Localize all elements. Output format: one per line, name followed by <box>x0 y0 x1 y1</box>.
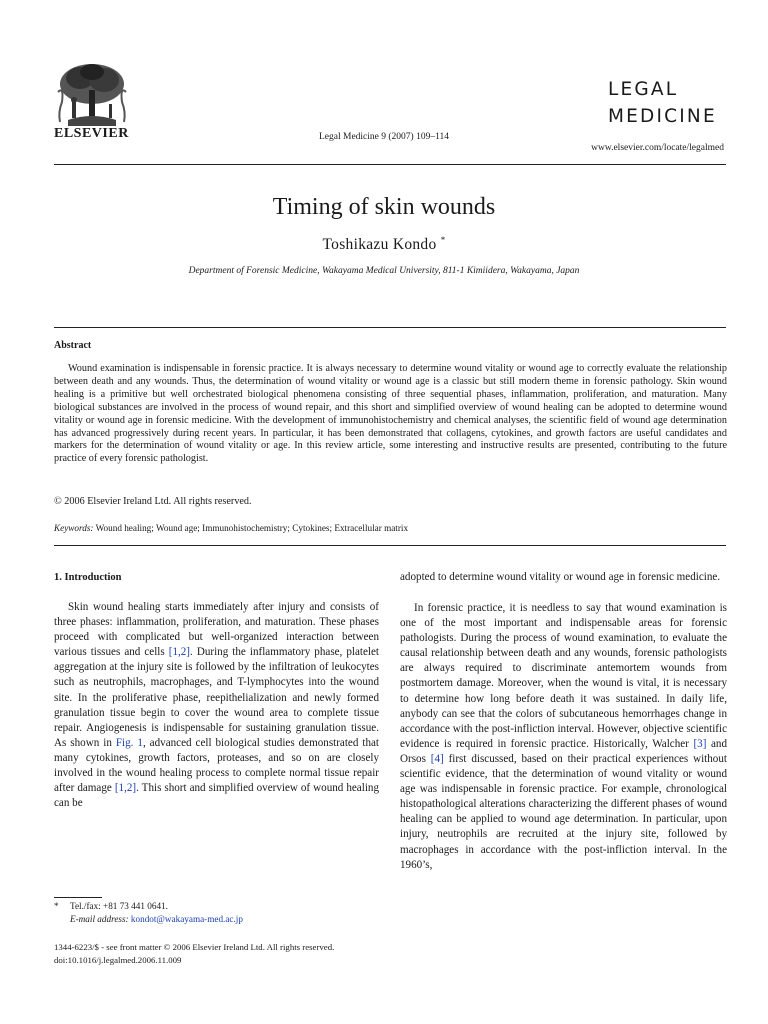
footnote-divider <box>54 897 102 898</box>
citation-link[interactable]: [4] <box>430 752 444 765</box>
abstract-bottom-divider <box>54 545 726 546</box>
affiliation: Department of Forensic Medicine, Wakayama Medical University, 811-1 Kimiidera, Wakayama, Japan <box>188 266 580 276</box>
figure-link[interactable]: Fig. 1 <box>115 736 143 749</box>
body-text: Skin wound healing starts immediately after injury and consists of three phases: inflammation, proliferation, and maturation. These phases proceed with complicated but well-organized interaction between various tissues and cells <box>54 601 379 659</box>
intro-column-1 <box>54 600 379 811</box>
intro-column-2 <box>400 601 727 873</box>
journal-name-line2: MEDICINE <box>608 106 717 127</box>
intro-column-2-continuation: adopted to determine wound vitality or wound age in forensic medicine. <box>400 571 721 583</box>
author-footnote-mark[interactable]: * <box>440 235 446 245</box>
journal-name-line1: LEGAL <box>608 79 679 100</box>
footnote-mark: * <box>54 901 59 911</box>
issn-line: 1344-6223/$ - see front matter © 2006 Elsevier Ireland Ltd. All rights reserved. <box>54 942 335 952</box>
section-heading-introduction: 1. Introduction <box>54 572 122 583</box>
publisher-name: ELSEVIER <box>54 126 129 141</box>
keywords-label: Keywords: <box>54 523 94 533</box>
abstract-text: Wound examination is indispensable in forensic practice. It is always necessary to determine wound vitality or wound age to correctly evaluate the relationship between death and any wounds. Thus, the determination of wound vitality or wound age is a classic but still modern theme in forensic pathology. Skin wound healing is a primitive but well orchestrated biological phenomena consisting of three sequential phases, inflammation, proliferation, and maturation. Many biological substances are involved in the process of wound repair, and this short and simplified overview of wound healing can be adopted to determine wound vitality or wound age in forensic medicine. With the development of immunohistochemistry and chemical analyses, the scientific field of wound age determination has advanced progressively during recent years. In particular, it has been demonstrated that collagens, cytokines, and growth factors are useful candidates and markers for the determination of wound vitality or age. In this review article, some interesting and instructive results are presented, contributing to the future practice of every forensic pathologist. <box>54 363 727 465</box>
abstract-heading: Abstract <box>54 340 92 351</box>
body-text: . This short and simplified overview of wound healing can be <box>54 782 379 810</box>
body-text: , advanced cell biological studies demonstrated that many cytokines, growth factors, proteases, and so on are closely involved in the wound healing process to complete normal tissue repair after damage <box>54 736 379 795</box>
citation-link[interactable]: [1,2] <box>168 646 191 659</box>
keywords <box>54 523 408 533</box>
author-email-link[interactable]: kondot@wakayama-med.ac.jp <box>130 913 243 924</box>
front-matter <box>54 941 334 966</box>
keywords-list: Wound healing; Wound age; Immunohistochemistry; Cytokines; Extracellular matrix <box>95 523 409 533</box>
footnote <box>54 900 243 925</box>
header-divider <box>54 164 726 165</box>
footnote-tel: Tel./fax: +81 73 441 0641. <box>70 901 168 911</box>
footnote-email-label: E-mail address: <box>70 913 129 924</box>
body-text: . During the inflammatory phase, platelet aggregation at the injury site is followed by the infiltration of leukocytes such as neutrophils, macrophages, and T-lymphocytes into the wound site. In the proliferative phase, reepithelialization and newly formed granulation tissue begin to cover the wound area to complete tissue repair. Angiogenesis is indispensable for sustaining granulation tissue. As shown in <box>54 646 380 749</box>
author-name: Toshikazu Kondo <box>322 236 437 254</box>
citation-link[interactable]: [3] <box>693 737 707 750</box>
doi-line[interactable]: doi:10.1016/j.legalmed.2006.11.009 <box>54 954 182 965</box>
elsevier-tree-logo <box>54 62 130 128</box>
citation-link[interactable]: [1,2] <box>114 782 137 795</box>
abstract-top-divider <box>54 327 726 328</box>
journal-url[interactable]: www.elsevier.com/locate/legalmed <box>591 143 724 153</box>
author-line <box>0 235 768 254</box>
journal-reference: Legal Medicine 9 (2007) 109–114 <box>319 132 449 142</box>
article-title: Timing of skin wounds <box>272 194 496 220</box>
abstract-copyright: © 2006 Elsevier Ireland Ltd. All rights reserved. <box>54 496 252 507</box>
body-text: and Orsos <box>400 737 727 765</box>
journal-name <box>608 76 726 130</box>
body-text: In forensic practice, it is needless to say that wound examination is one of the most important and indispensable areas for forensic pathologists. During the process of wound examination, to evaluate the causal relationship between death and any wounds, forensic pathologists are always required to discriminate antemortem wounds from postmortem damage. Moreover, when the wound is vital, it is necessary to determine how long before death it was sustained. In daily life, anybody can see that the colors of subcutaneous hemorrhages change in accordance with the post-infliction interval. However, objective scientific evidence is required in forensic practice. Historically, Walcher <box>400 602 727 750</box>
body-text: first discussed, based on their practical experiences without scientific evidence, that the determination of wound vitality or wound age was indispensable in forensic practice. For example, chronological histopathological alterations characterizing the different phases of wound healing can be applied to wound age determination. In particular, upon injury, neutrophils are recruited at the injury site, followed by macrophages in accordance with the post-infliction interval. In the 1960’s, <box>400 752 727 871</box>
